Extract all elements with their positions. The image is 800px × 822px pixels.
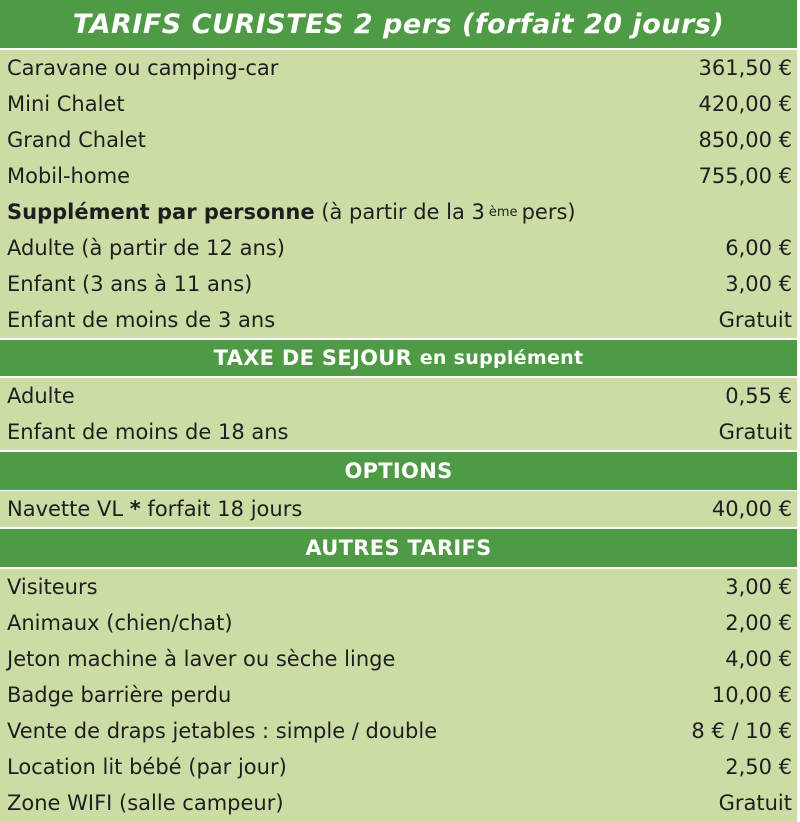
row-price: 2,00 € bbox=[725, 611, 792, 635]
curistes-section bbox=[0, 50, 797, 338]
row-price: 850,00 € bbox=[698, 128, 792, 152]
taxe-subtitle: en supplément bbox=[419, 347, 584, 369]
supplement-note: (à partir de la 3 bbox=[321, 200, 485, 224]
option-label: Navette VL bbox=[7, 497, 124, 521]
row-price: 2,50 € bbox=[725, 755, 792, 779]
row-price: 8 € / 10 € bbox=[691, 719, 792, 743]
table-row bbox=[0, 414, 797, 450]
asterisk-mark: * bbox=[129, 497, 141, 521]
autres-header bbox=[0, 529, 797, 567]
row-price: 4,00 € bbox=[725, 647, 792, 671]
table-row bbox=[0, 158, 797, 194]
table-row bbox=[0, 677, 797, 713]
options-title: OPTIONS bbox=[344, 459, 453, 483]
table-row bbox=[0, 785, 797, 821]
row-price: 420,00 € bbox=[698, 92, 792, 116]
supplement-superscript: ème bbox=[488, 204, 518, 220]
row-label: Adulte bbox=[7, 384, 75, 408]
taxe-title: TAXE DE SEJOUR bbox=[213, 346, 413, 370]
row-label: Visiteurs bbox=[7, 575, 98, 599]
row-price: Gratuit bbox=[718, 420, 792, 444]
options-header bbox=[0, 452, 797, 490]
row-label: Enfant de moins de 3 ans bbox=[7, 308, 276, 332]
table-row bbox=[0, 302, 797, 338]
row-price: 0,55 € bbox=[725, 384, 792, 408]
row-price: 3,00 € bbox=[725, 575, 792, 599]
row-label: Adulte (à partir de 12 ans) bbox=[7, 236, 285, 260]
row-label: Enfant (3 ans à 11 ans) bbox=[7, 272, 253, 296]
row-label: Caravane ou camping-car bbox=[7, 56, 279, 80]
row-price: 755,00 € bbox=[698, 164, 792, 188]
options-section bbox=[0, 491, 797, 527]
table-row bbox=[0, 378, 797, 414]
option-detail: forfait 18 jours bbox=[147, 497, 303, 521]
row-price: 361,50 € bbox=[698, 56, 792, 80]
table-row bbox=[0, 122, 797, 158]
table-row bbox=[0, 749, 797, 785]
supplement-heading: Supplément par personne bbox=[7, 200, 315, 224]
row-price: 40,00 € bbox=[711, 497, 792, 521]
table-row bbox=[0, 230, 797, 266]
row-label: Jeton machine à laver ou sèche linge bbox=[7, 647, 396, 671]
row-price: 6,00 € bbox=[725, 236, 792, 260]
row-label: Grand Chalet bbox=[7, 128, 146, 152]
row-price: 10,00 € bbox=[711, 683, 792, 707]
taxe-section bbox=[0, 378, 797, 450]
table-row bbox=[0, 641, 797, 677]
main-title-text: TARIFS CURISTES 2 pers (forfait 20 jours) bbox=[72, 8, 725, 40]
table-row bbox=[0, 713, 797, 749]
row-label: Mobil-home bbox=[7, 164, 131, 188]
row-label: Badge barrière perdu bbox=[7, 683, 232, 707]
table-row bbox=[0, 266, 797, 302]
supplement-heading-row bbox=[0, 194, 797, 230]
table-row bbox=[0, 86, 797, 122]
supplement-tail: pers) bbox=[521, 200, 576, 224]
main-title bbox=[0, 0, 797, 48]
row-price: Gratuit bbox=[718, 791, 792, 815]
row-price: 3,00 € bbox=[725, 272, 792, 296]
table-row bbox=[0, 569, 797, 605]
row-label bbox=[7, 497, 302, 521]
row-label: Enfant de moins de 18 ans bbox=[7, 420, 289, 444]
autres-section bbox=[0, 569, 797, 822]
row-price: Gratuit bbox=[718, 308, 792, 332]
row-label: Mini Chalet bbox=[7, 92, 125, 116]
row-label: Location lit bébé (par jour) bbox=[7, 755, 287, 779]
taxe-header bbox=[0, 340, 797, 376]
table-row bbox=[0, 50, 797, 86]
row-label: Vente de draps jetables : simple / double bbox=[7, 719, 438, 743]
row-label: Zone WIFI (salle campeur) bbox=[7, 791, 284, 815]
table-row bbox=[0, 605, 797, 641]
row-label: Animaux (chien/chat) bbox=[7, 611, 233, 635]
table-row bbox=[0, 491, 797, 527]
autres-title: AUTRES TARIFS bbox=[305, 536, 492, 560]
